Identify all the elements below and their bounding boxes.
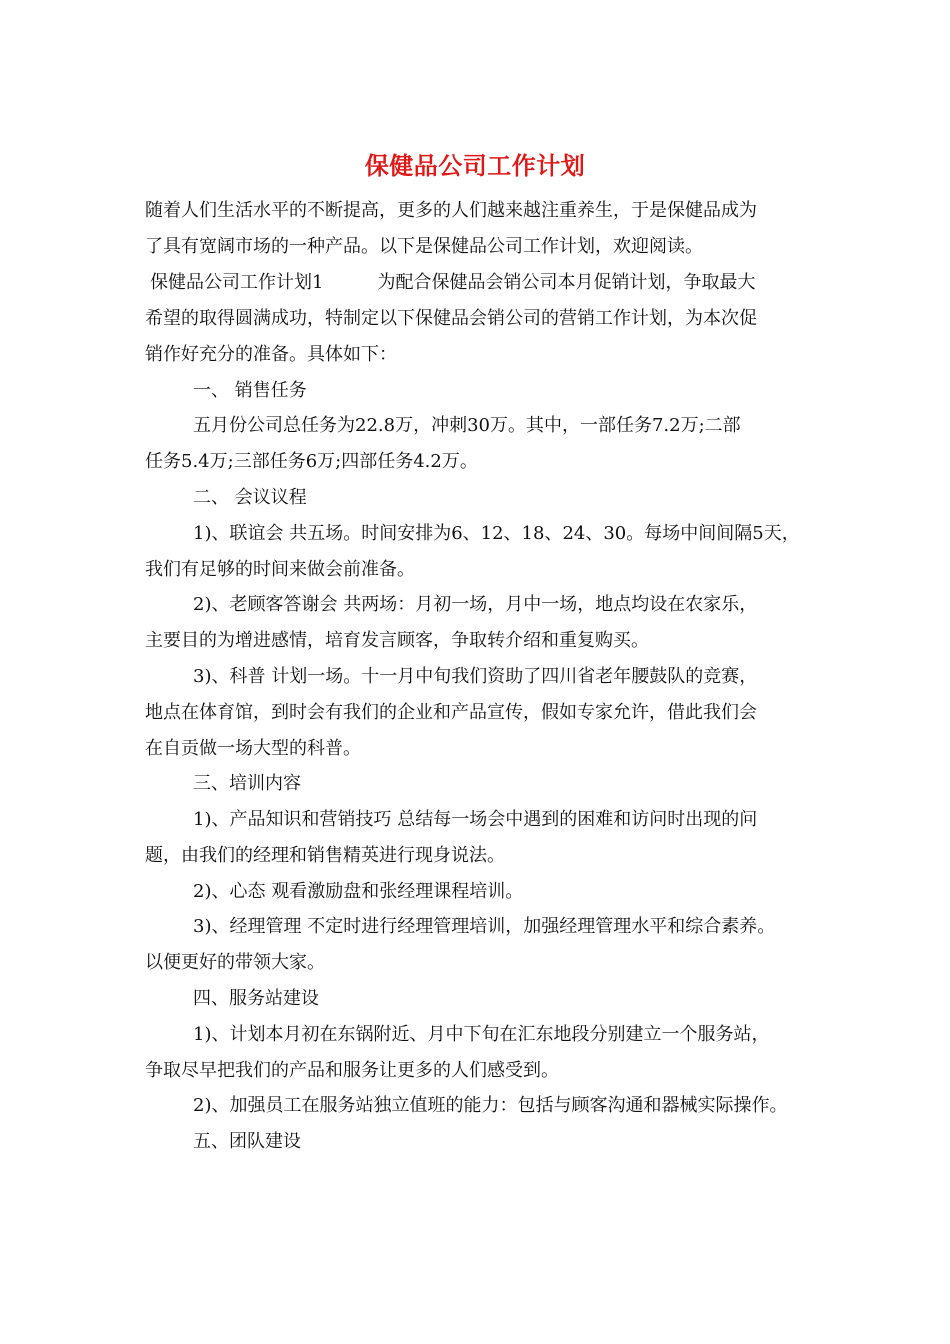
- section-heading: 一、 销售任务: [193, 380, 307, 401]
- section-heading: 三、培训内容: [193, 773, 301, 794]
- plan-heading: 保健品公司工作计划1: [150, 272, 324, 293]
- document-title: 保健品公司工作计划: [364, 151, 586, 180]
- paragraph-line: 3)、科普 计划一场。十一月中旬我们资助了四川省老年腰鼓队的竞赛，: [193, 666, 758, 687]
- paragraph-line: 1)、计划本月初在东锅附近、月中下旬在汇东地段分别建立一个服务站，: [193, 1024, 770, 1045]
- paragraph-line: 销作好充分的准备。具体如下：: [145, 344, 397, 365]
- paragraph-line: 1)、联谊会 共五场。时间安排为6、12、18、24、30。每场中间间隔5天，: [193, 523, 800, 544]
- paragraph-line: 我们有足够的时间来做会前准备。: [145, 559, 415, 580]
- paragraph-line: 以便更好的带领大家。: [145, 952, 325, 973]
- paragraph-line: 希望的取得圆满成功，特制定以下保健品会销公司的营销工作计划，为本次促: [145, 308, 757, 329]
- paragraph-line: 主要目的为增进感情，培育发言顾客，争取转介绍和重复购买。: [145, 630, 649, 651]
- paragraph-line: 题，由我们的经理和销售精英进行现身说法。: [145, 845, 505, 866]
- section-heading-line: [150, 270, 755, 296]
- paragraph-line: 2)、加强员工在服务站独立值班的能力：包括与顾客沟通和器械实际操作。: [193, 1095, 788, 1116]
- paragraph-line: 3)、经理管理 不定时进行经理管理培训，加强经理管理水平和综合素养。: [193, 916, 776, 937]
- section-heading: 四、服务站建设: [193, 988, 319, 1009]
- paragraph-line: 2)、心态 观看激励盘和张经理课程培训。: [193, 881, 524, 902]
- paragraph-line: 任务5.4万;三部任务6万;四部任务4.2万。: [145, 451, 478, 472]
- paragraph-line: 1)、产品知识和营销技巧 总结每一场会中遇到的困难和访问时出现的问: [193, 809, 758, 830]
- paragraph-line: 随着人们生活水平的不断提高，更多的人们越来越注重养生，于是保健品成为: [145, 200, 757, 221]
- paragraph-line: 争取尽早把我们的产品和服务让更多的人们感受到。: [145, 1060, 559, 1081]
- section-heading: 五、团队建设: [193, 1131, 301, 1152]
- paragraph-line: 在自贡做一场大型的科普。: [145, 738, 361, 759]
- paragraph-line: 2)、老顾客答谢会 共两场：月初一场，月中一场，地点均设在农家乐，: [193, 594, 758, 615]
- paragraph-line: 为配合保健品会销公司本月促销计划，争取最大: [377, 272, 756, 293]
- paragraph-line: 地点在体育馆，到时会有我们的企业和产品宣传，假如专家允许，借此我们会: [145, 702, 757, 723]
- section-heading: 二、 会议议程: [193, 487, 307, 508]
- paragraph-line: 五月份公司总任务为22.8万，冲刺30万。其中，一部任务7.2万;二部: [193, 415, 741, 436]
- paragraph-line: 了具有宽阔市场的一种产品。以下是保健品公司工作计划，欢迎阅读。: [145, 236, 703, 257]
